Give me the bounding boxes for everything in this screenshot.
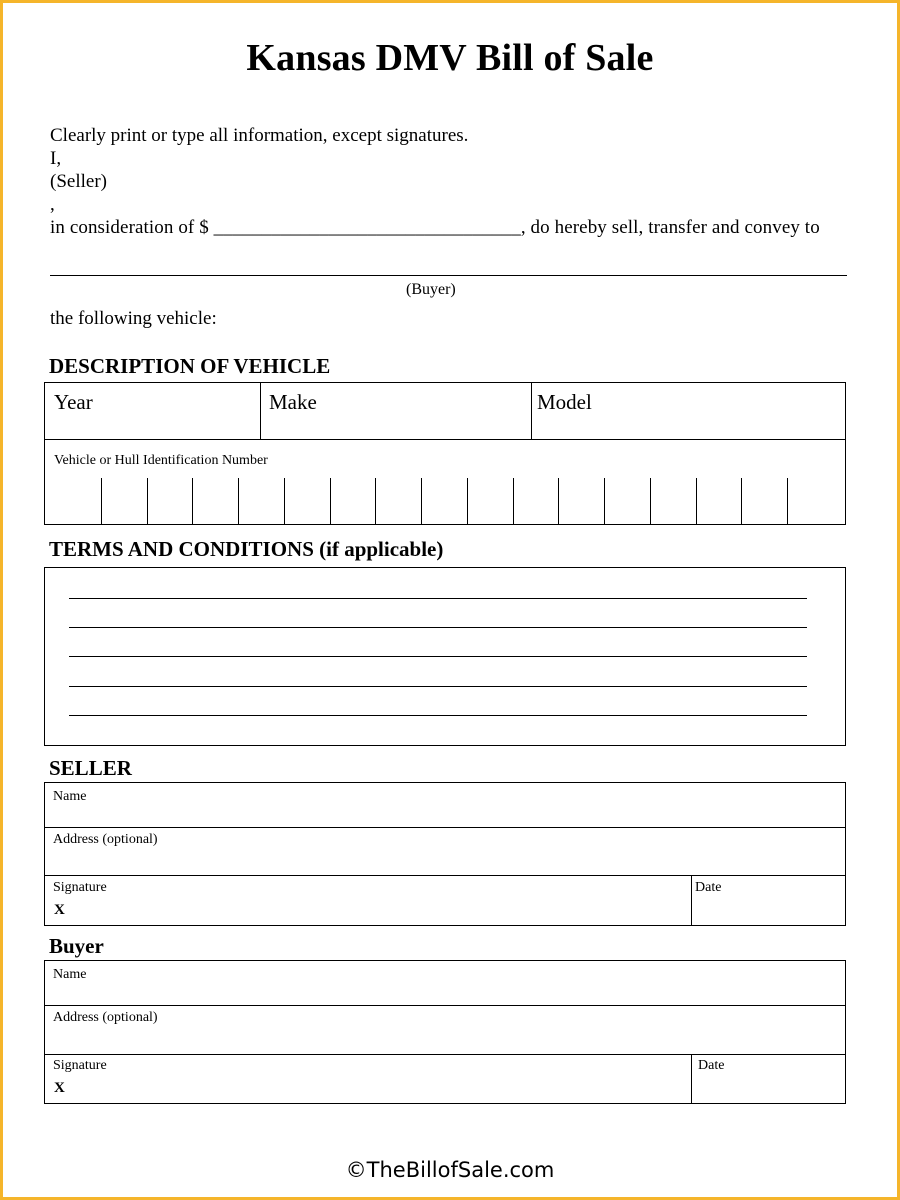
consideration-text: in consideration of $ ________________________________, do hereby sell, transfer and convey to bbox=[50, 217, 820, 238]
following-vehicle-text: the following vehicle: bbox=[50, 308, 217, 329]
vin-cell-divider bbox=[558, 478, 559, 524]
vin-cell-divider bbox=[467, 478, 468, 524]
seller-comma: , bbox=[50, 194, 55, 215]
buyer-name-line[interactable] bbox=[50, 275, 847, 276]
seller-hint: (Seller) bbox=[50, 171, 107, 192]
vin-cell-divider bbox=[787, 478, 788, 524]
seller-name-field[interactable]: Name bbox=[53, 789, 87, 804]
buyer-col-divider bbox=[691, 1054, 692, 1104]
buyer-table bbox=[44, 960, 846, 1104]
seller-heading: SELLER bbox=[49, 756, 132, 780]
seller-address-field[interactable]: Address (optional) bbox=[53, 832, 158, 847]
vin-cell-divider bbox=[101, 478, 102, 524]
seller-row-divider bbox=[44, 875, 845, 876]
buyer-hint: (Buyer) bbox=[406, 281, 456, 298]
buyer-address-field[interactable]: Address (optional) bbox=[53, 1010, 158, 1025]
vin-cell-divider bbox=[375, 478, 376, 524]
vin-cell-divider bbox=[741, 478, 742, 524]
seller-signature-mark: X bbox=[54, 902, 65, 918]
terms-line[interactable] bbox=[69, 627, 807, 628]
buyer-signature-mark: X bbox=[54, 1080, 65, 1096]
vehicle-col-divider bbox=[531, 382, 532, 439]
vehicle-col-divider bbox=[260, 382, 261, 439]
vin-cell-divider bbox=[421, 478, 422, 524]
vin-cell-divider bbox=[284, 478, 285, 524]
terms-line[interactable] bbox=[69, 715, 807, 716]
seller-row-divider bbox=[44, 827, 845, 828]
vin-label: Vehicle or Hull Identification Number bbox=[54, 453, 268, 468]
make-field[interactable]: Make bbox=[269, 390, 317, 414]
terms-heading: TERMS AND CONDITIONS (if applicable) bbox=[49, 537, 444, 561]
terms-line[interactable] bbox=[69, 656, 807, 657]
vin-cell-divider bbox=[330, 478, 331, 524]
seller-signature-field[interactable]: Signature bbox=[53, 880, 107, 895]
vehicle-heading: DESCRIPTION OF VEHICLE bbox=[49, 354, 331, 378]
vin-cell-divider bbox=[238, 478, 239, 524]
seller-date-field[interactable]: Date bbox=[695, 880, 722, 895]
terms-line[interactable] bbox=[69, 598, 807, 599]
vin-cell-divider bbox=[192, 478, 193, 524]
buyer-row-divider bbox=[44, 1054, 845, 1055]
buyer-heading: Buyer bbox=[49, 934, 104, 958]
seller-col-divider bbox=[691, 875, 692, 926]
page-title: Kansas DMV Bill of Sale bbox=[246, 37, 654, 79]
copyright-footer: ©TheBillofSale.com bbox=[345, 1158, 555, 1182]
seller-table bbox=[44, 782, 846, 926]
buyer-name-field[interactable]: Name bbox=[53, 967, 87, 982]
vin-cell-divider bbox=[696, 478, 697, 524]
terms-line[interactable] bbox=[69, 686, 807, 687]
vin-cell-divider bbox=[147, 478, 148, 524]
vin-cell-divider bbox=[650, 478, 651, 524]
vin-cell-divider bbox=[604, 478, 605, 524]
buyer-signature-field[interactable]: Signature bbox=[53, 1058, 107, 1073]
instructions-text: Clearly print or type all information, except signatures. bbox=[50, 125, 469, 146]
buyer-row-divider bbox=[44, 1005, 845, 1006]
seller-intro-i: I, bbox=[50, 148, 62, 169]
year-field[interactable]: Year bbox=[54, 390, 93, 414]
vehicle-row-divider bbox=[44, 439, 845, 440]
vin-cell-divider bbox=[513, 478, 514, 524]
model-field[interactable]: Model bbox=[537, 390, 592, 414]
buyer-date-field[interactable]: Date bbox=[698, 1058, 725, 1073]
